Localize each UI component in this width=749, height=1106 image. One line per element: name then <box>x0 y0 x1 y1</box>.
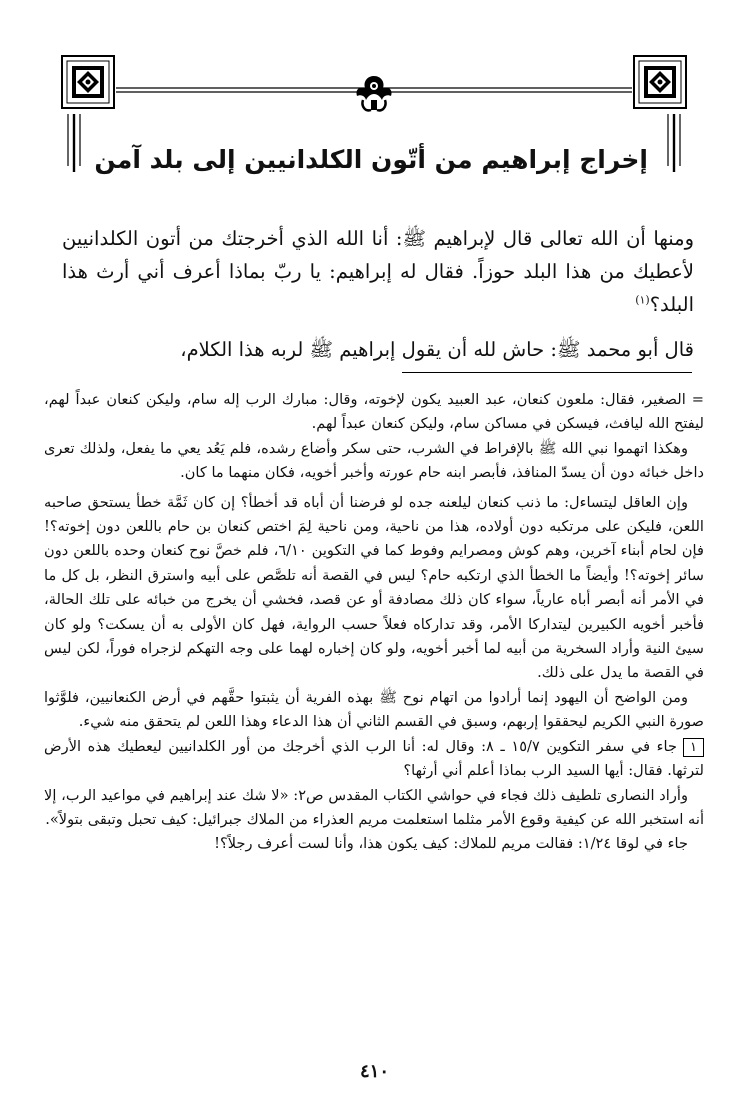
main-paragraph <box>62 222 694 321</box>
page-number: ٤١٠ <box>359 1061 389 1082</box>
footnote-separator <box>402 372 692 373</box>
footnote-text: جاء في سفر التكوين ١٥/٧ ـ ٨: وقال له: أنا الرب الذي أخرجك من أور الكلدانيين ليعطيك هذه الأرض لترثها. فقال: أيها السيد الرب بماذا أعلم أني أرثها؟ <box>44 737 704 780</box>
footnote-paragraph: جاء في لوقا ١/٢٤: فقالت مريم للملاك: كيف يكون هذا، وأنا لست أعرف رجلاً؟! <box>214 835 688 853</box>
page-title: إخراج إبراهيم من أتّون الكلدانيين إلى بلد آمن <box>94 145 648 174</box>
main-text <box>62 222 694 366</box>
footnote-paragraph: وأراد النصارى تلطيف ذلك فجاء في حواشي الكتاب المقدس ص٢: «لا شك عند إبراهيم في مواعيد الرب، إلا أنه استخبر الله عن كيفية وقوع الأمر مثلما استعلمت مريم العذراء من الملاك جبرائيل: كيف تحبل وتبقى بتولاً». <box>44 786 704 828</box>
footnote-paragraph: ومن الواضح أن اليهود إنما أرادوا من اتهام نوح ﷺ بهذه الفرية أن يثبتوا حقَّهم في أرض الكنعانيين، فلوَّثوا صورة النبي الكريم ليحققوا إربهم، وسبق في القسم الثاني أن هذا الدعاء وهذا اللعن لم يتحقق منه شيء. <box>44 688 704 731</box>
footnote-paragraph: وإن العاقل ليتساءل: ما ذنب كنعان ليلعنه جده لو فرضنا أن أباه قد أخطأ؟ إن كان ثَمَّة خطأ يستحق صاحبه اللعن، فليكن على مرتكبه دون أولاده، هذا من ناحية، ومن ناحية لِمَ اختص كنعان بن حام باللعن دون إخوته؟! فإن لحام أبناء آخرين، وهم كوش ومصرايم وفوط كما في التكوين ٦/١٠، فلم خصَّ نوح كنعان وحده باللعن دون سائر إخوته؟! وأيضاً ما الخطأ الذي ارتكبه حام؟ ليس في القصة أنه تلصَّص على أبيه واسترق النظر، بل كل ما في الأمر أنه أبصر أباه عارياً، سواء كان ذلك مصادفة أو عن قصد، فخشي أن يخرج من خبائه على تلك الحالة، فأخبر أخويه الكبيرين ليتداركا الأمر، وقد تداركاه فعلاً حسب الرواية، فهل كان الأولى به أن يسكت؟ ولو كان سيئ النية وأراد السخرية من أبيه لما أخبر أخويه، ولو كان إخباره لهما على وجه التهكم لزجراه فوراً، لكن ليس في القصة ما يدل على ذلك. <box>44 493 704 682</box>
center-flourish-icon <box>349 70 399 116</box>
footnote-paragraph <box>44 735 704 784</box>
footnote-ref: (١) <box>635 293 650 307</box>
main-paragraph: قال أبو محمد ﷺ: حاش لله أن يقول إبراهيم ﷺ لربه هذا الكلام، <box>180 338 694 361</box>
corner-ornament-right-icon <box>632 54 688 110</box>
main-paragraph-text: ومنها أن الله تعالى قال لإبراهيم ﷺ: أنا الله الذي أخرجتك من أتون الكلدانيين لأعطيك من هذا البلد حوزاً. فقال له إبراهيم: يا ربّ بماذا أعرف أني أرث هذا البلد؟ <box>62 227 694 316</box>
footnote-paragraph: وهكذا اتهموا نبي الله ﷺ بالإفراط في الشرب، حتى سكر وأضاع رشده، فلم يَعُد يعي ما يفعل، ولذلك تعرى داخل خبائه دون أن يسدّ المنافذ، فأبصر ابنه حام عورته وأخبر أخويه، فكان منهما ما كان. <box>44 439 704 482</box>
footnote-number: ١ <box>683 738 704 757</box>
corner-ornament-left-icon <box>60 54 116 110</box>
footnote-paragraph: = الصغير، فقال: ملعون كنعان، عبد العبيد يكون لإخوته، وقال: مبارك الرب إله سام، وليكن كنعان عبداً لهم، ليفتح الله ليافث، فيسكن في مساكن سام، وليكن كنعان عبداً لهم. <box>44 391 704 433</box>
footnotes <box>44 388 704 857</box>
